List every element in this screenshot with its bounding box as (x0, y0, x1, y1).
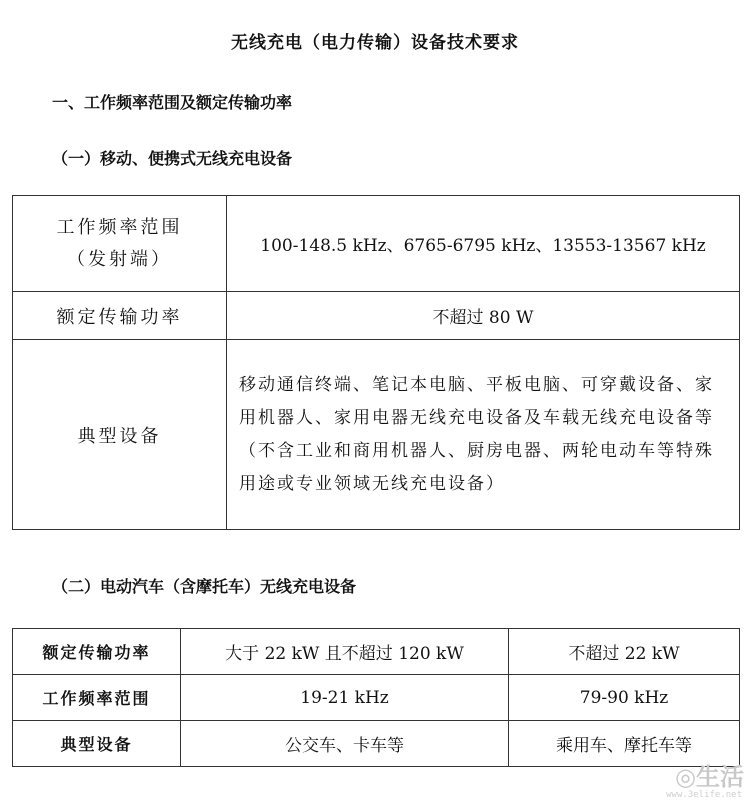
freq-range-label-line1: 工作频率范围 (56, 216, 183, 238)
watermark-url: www.3elife.net (666, 790, 742, 800)
table-row (13, 196, 740, 292)
rated-power-high: 大于 22 kW 且不超过 120 kW (181, 629, 509, 675)
document-title: 无线充电（电力传输）设备技术要求 (231, 33, 519, 53)
typical-device-light: 乘用车、摩托车等 (509, 721, 740, 767)
section-heading: 一、工作频率范围及额定传输功率 (52, 93, 293, 112)
table-row (13, 340, 740, 530)
typical-device-heavy: 公交车、卡车等 (181, 721, 509, 767)
ev-charging-table (12, 628, 740, 767)
table-row (13, 721, 740, 767)
freq-range-low: 79-90 kHz (509, 675, 740, 721)
rated-power-label: 额定传输功率 (13, 292, 227, 340)
subsection-heading-mobile: （一）移动、便携式无线充电设备 (52, 149, 293, 168)
table-row (13, 675, 740, 721)
watermark-logo (675, 757, 744, 792)
freq-range-label: 工作频率范围 (13, 675, 181, 721)
watermark-icon: ◎ (675, 763, 696, 791)
freq-range-high: 19-21 kHz (181, 675, 509, 721)
typical-device-value: 移动通信终端、笔记本电脑、平板电脑、可穿戴设备、家用机器人、家用电器无线充电设备及车载无线充电设备等（不含工业和商用机器人、厨房电器、两轮电动车等特殊用途或专业领域无线充电设备） (227, 340, 740, 530)
table-row (13, 629, 740, 675)
rated-power-value: 不超过 80 W (227, 292, 740, 340)
freq-range-label (13, 196, 227, 292)
rated-power-low: 不超过 22 kW (509, 629, 740, 675)
table-row (13, 292, 740, 340)
watermark-text: 生活 (696, 763, 744, 791)
mobile-charging-table (12, 195, 740, 530)
typical-device-label: 典型设备 (13, 721, 181, 767)
typical-device-label: 典型设备 (13, 340, 227, 530)
subsection-heading-ev: （二）电动汽车（含摩托车）无线充电设备 (52, 577, 357, 596)
freq-range-label-line2: （发射端） (67, 248, 172, 270)
rated-power-label: 额定传输功率 (13, 629, 181, 675)
freq-range-value: 100-148.5 kHz、6765-6795 kHz、13553-13567 kHz (227, 196, 740, 292)
